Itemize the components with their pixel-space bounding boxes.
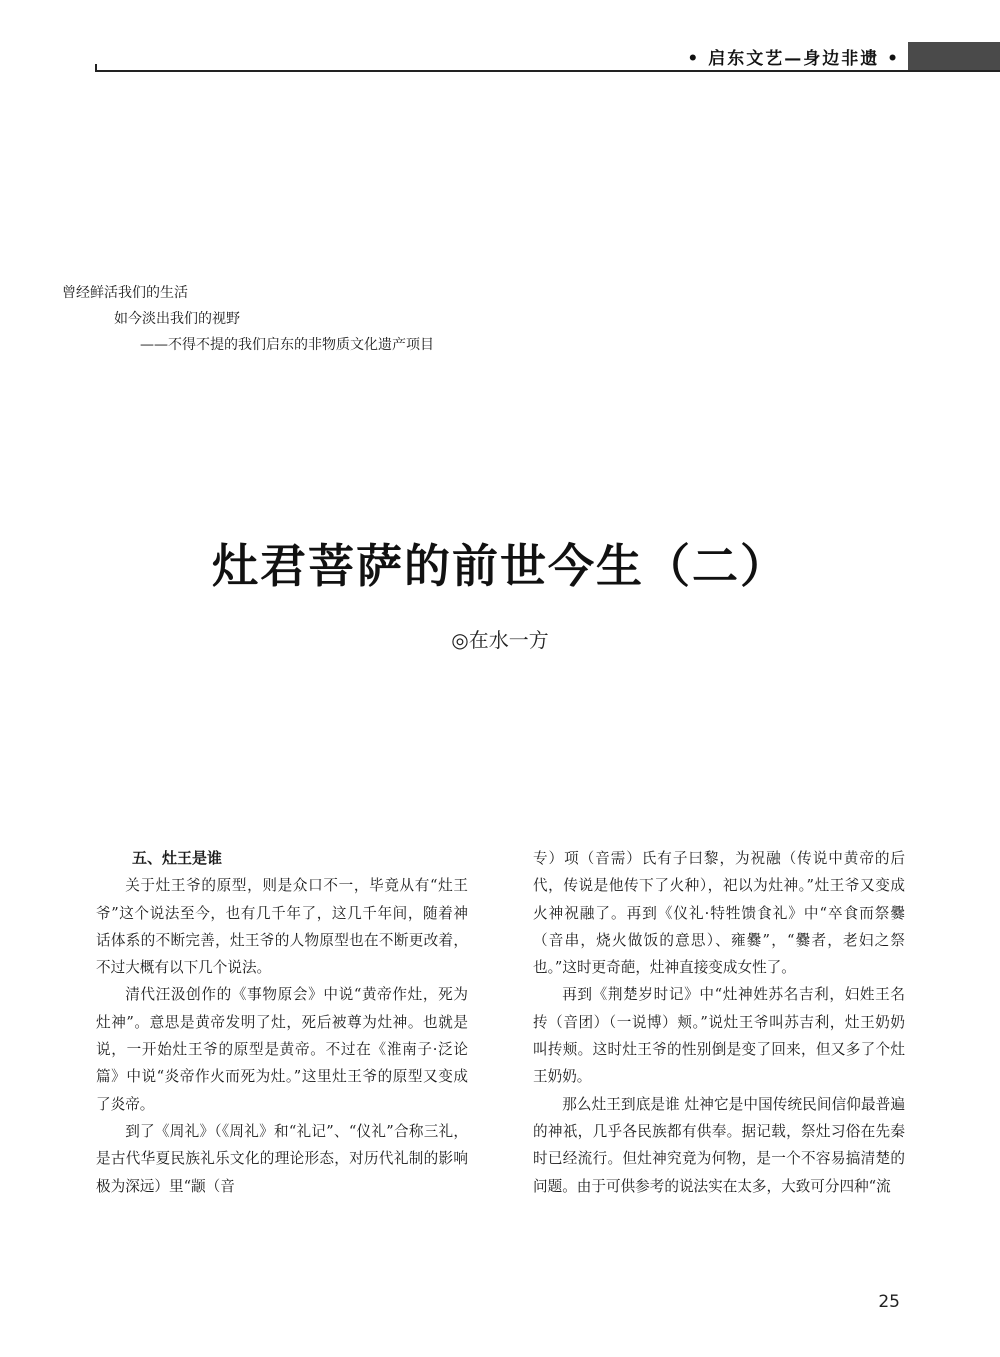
left-column <box>96 845 468 1200</box>
paragraph: 那么灶王到底是谁 灶神它是中国传统民间信仰最普遍的神祇，几乎各民族都有供奉。据记载，祭灶习俗在先秦时已经流行。但灶神究竟为何物，是一个不容易搞清楚的问题。由于可供参考的说法实在太多，大致可分四种“流 <box>533 1095 905 1195</box>
intro-line-2: 如今淡出我们的视野 <box>114 311 240 327</box>
running-header <box>95 40 1000 72</box>
header-rule <box>95 70 1000 72</box>
paragraph: 关于灶王爷的原型，则是众口不一，毕竟从有“灶王爷”这个说法至今，也有几千年了，这几千年间，随着神话体系的不断完善，灶王爷的人物原型也在不断更改着，不过大概有以下几个说法。 <box>96 877 468 977</box>
intro-verse <box>62 280 434 358</box>
intro-line-3: ——不得不提的我们启东的非物质文化遗产项目 <box>140 337 434 353</box>
article-author: ◎在水一方 <box>451 628 549 652</box>
right-column <box>533 845 905 1200</box>
header-decorative-block <box>908 42 1000 70</box>
paragraph: 再到《荆楚岁时记》中“灶神姓苏名吉利，妇姓王名抟（音团）（一说博）颊。”说灶王爷叫苏吉利，灶王奶奶叫抟颊。这时灶王爷的性别倒是变了回来，但又多了个灶王奶奶。 <box>533 986 905 1086</box>
header-rule-tick <box>95 64 97 72</box>
paragraph: 清代汪汲创作的《事物原会》中说“黄帝作灶，死为灶神”。意思是黄帝发明了灶，死后被尊为灶神。也就是说，一开始灶王爷的原型是黄帝。不过在《淮南子·泛论篇》中说“炎帝作火而死为灶。”这里灶王爷的原型又变成了炎帝。 <box>96 986 468 1113</box>
paragraph-continued: 专）项（音需）氏有子曰黎，为祝融（传说中黄帝的后代，传说是他传下了火种），祀以为灶神。”灶王爷又变成火神祝融了。再到《仪礼·特牲馈食礼》中“卒食而祭爨（音串，烧火做饭的意思）、雍爨”，“爨者，老妇之祭也。”这时更奇葩，灶神直接变成女性了。 <box>533 850 905 977</box>
paragraph: 到了《周礼》（《周礼》和“礼记”、“仪礼”合称三礼，是古代华夏民族礼乐文化的理论形态，对历代礼制的影响极为深远）里“颛（音 <box>96 1122 468 1195</box>
section-heading: 五、灶王是谁 <box>132 849 223 867</box>
article-title: 灶君菩萨的前世今生（二） <box>212 539 788 593</box>
header-section-label: • 启东文艺—身边非遗 • <box>687 49 900 69</box>
page-number: 25 <box>878 1292 900 1312</box>
intro-line-1: 曾经鲜活我们的生活 <box>62 285 188 301</box>
